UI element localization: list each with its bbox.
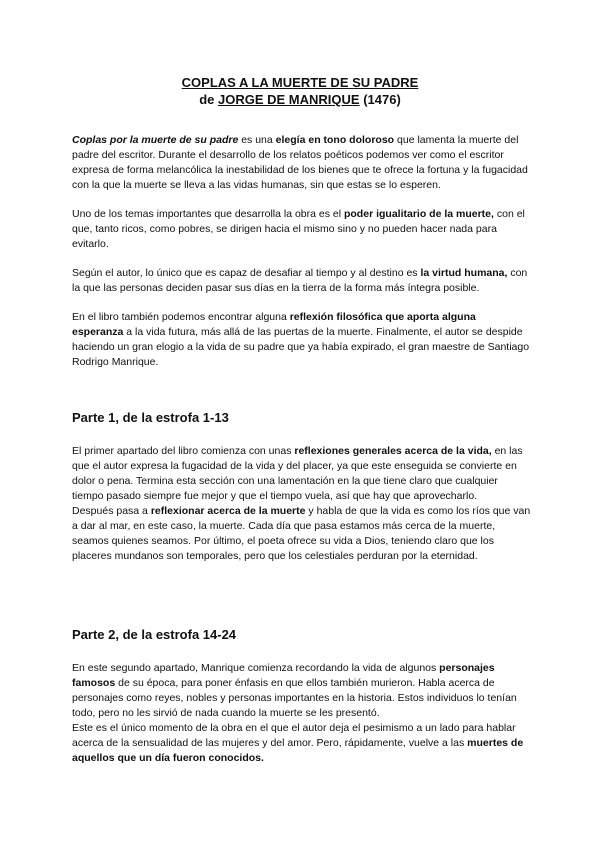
part-1-paragraph-1	[72, 444, 532, 504]
intro-section	[72, 133, 530, 384]
title-year: (1476)	[359, 92, 401, 107]
intro-p2-bold: poder igualitario de la muerte,	[343, 208, 494, 220]
part-2-paragraph-1	[72, 661, 532, 721]
part-2-p1-bold: personajes famosos	[72, 662, 495, 689]
title-line-2	[0, 91, 600, 108]
part-2-p1-text-2: de su época, para poner énfasis en que ellos también murieron. Habla acerca de personajes como reyes, nobles y personas importantes en la historia. Estos individuos lo tenían todo, pero no les sirvió de nada cuando la muerte se les presentó.	[72, 677, 517, 719]
intro-paragraph-2	[72, 207, 530, 252]
part-2-p2-text-1: Este es el único momento de la obra en el que el autor deja el pesimismo a un lado para hablar acerca de la sensualidad de las mujeres y del amor. Pero, rápidamente, vuelve a las	[72, 722, 516, 749]
intro-paragraph-3	[72, 266, 530, 296]
part-2-paragraph-2	[72, 721, 532, 766]
intro-p3-text-2: con la que las personas deciden pasar sus días en la tierra de la forma más íntegra posible.	[72, 267, 528, 294]
intro-p1-bold-italic: Coplas por la muerte de su padre	[72, 134, 239, 146]
part-1-section	[72, 409, 532, 564]
part-1-p2-text-2: y habla de que la vida es como los ríos que van a dar al mar, en este caso, la muerte. Cada día que pasa estamos más cerca de la muerte, seamos quienes seamos. Por último, el poeta ofrece su vida a Dios, teniendo claro que los placeres mundanos son temporales, pero que los celestiales perduran por la eternidad.	[72, 505, 531, 562]
document-title	[0, 74, 600, 108]
intro-p2-text-2: con el que, tanto ricos, como pobres, se dirigen hacia el mismo sino y no pueden hacer nada para evitarlo.	[72, 208, 525, 250]
intro-p4-text-2: a la vida futura, más allá de las puertas de la muerte. Finalmente, el autor se despide haciendo un gran elogio a la vida de su padre que ya había expirado, el gran maestre de Santiago Rodrigo Manrique.	[72, 326, 530, 368]
intro-paragraph-4	[72, 310, 530, 370]
part-2-heading: Parte 2, de la estrofa 14-24	[72, 627, 237, 642]
intro-p3-bold: la virtud humana,	[420, 267, 508, 279]
part-1-p2-bold: reflexionar acerca de la muerte	[150, 505, 306, 517]
part-1-p1-text-1: El primer apartado del libro comienza con unas	[72, 445, 295, 457]
part-2-p2-bold: muertes de aquellos que un día fueron conocidos.	[72, 737, 524, 764]
intro-p1-bold-2: elegía en tono doloroso	[275, 134, 395, 146]
title-author: JORGE DE MANRIQUE	[218, 92, 360, 107]
part-2-section	[72, 626, 532, 766]
title-line-1: COPLAS A LA MUERTE DE SU PADRE	[181, 75, 419, 90]
intro-p2-text-1: Uno de los temas importantes que desarrolla la obra es el	[72, 208, 344, 220]
part-1-p1-text-2: en las que el autor expresa la fugacidad de la vida y del placer, ya que este enseguida se convierte en dolor o pena. Termina esta sección con una lamentación en la que tiene claro que cualquier tiempo pasado siempre fue mejor y que el tiempo vuela, así que hay que aprovecharlo.	[72, 445, 523, 502]
intro-p4-text-1: En el libro también podemos encontrar alguna	[72, 311, 290, 323]
part-1-p1-bold: reflexiones generales acerca de la vida,	[294, 445, 492, 457]
intro-p1-text-2: que lamenta la muerte del padre del escritor. Durante el desarrollo de los relatos poéticos podemos ver como el escritor expresa de forma melancólica la inestabilidad de los bienes que te ofrece la fortuna y la fugacidad con la que la muerte se lleva a las vidas humanas, sin que estas se lo esperen.	[72, 134, 528, 191]
part-1-heading: Parte 1, de la estrofa 1-13	[72, 410, 229, 425]
part-2-p1-text-1: En este segundo apartado, Manrique comienza recordando la vida de algunos	[72, 662, 440, 674]
part-1-paragraph-2	[72, 504, 532, 564]
intro-paragraph-1	[72, 133, 530, 193]
intro-p3-text-1: Según el autor, lo único que es capaz de desafiar al tiempo y al destino es	[72, 267, 421, 279]
title-de: de	[199, 92, 218, 107]
intro-p1-text-1: es una	[238, 134, 276, 146]
intro-p4-bold: reflexión filosófica que aporta alguna esperanza	[72, 311, 476, 338]
part-1-p2-text-1: Después pasa a	[72, 505, 151, 517]
